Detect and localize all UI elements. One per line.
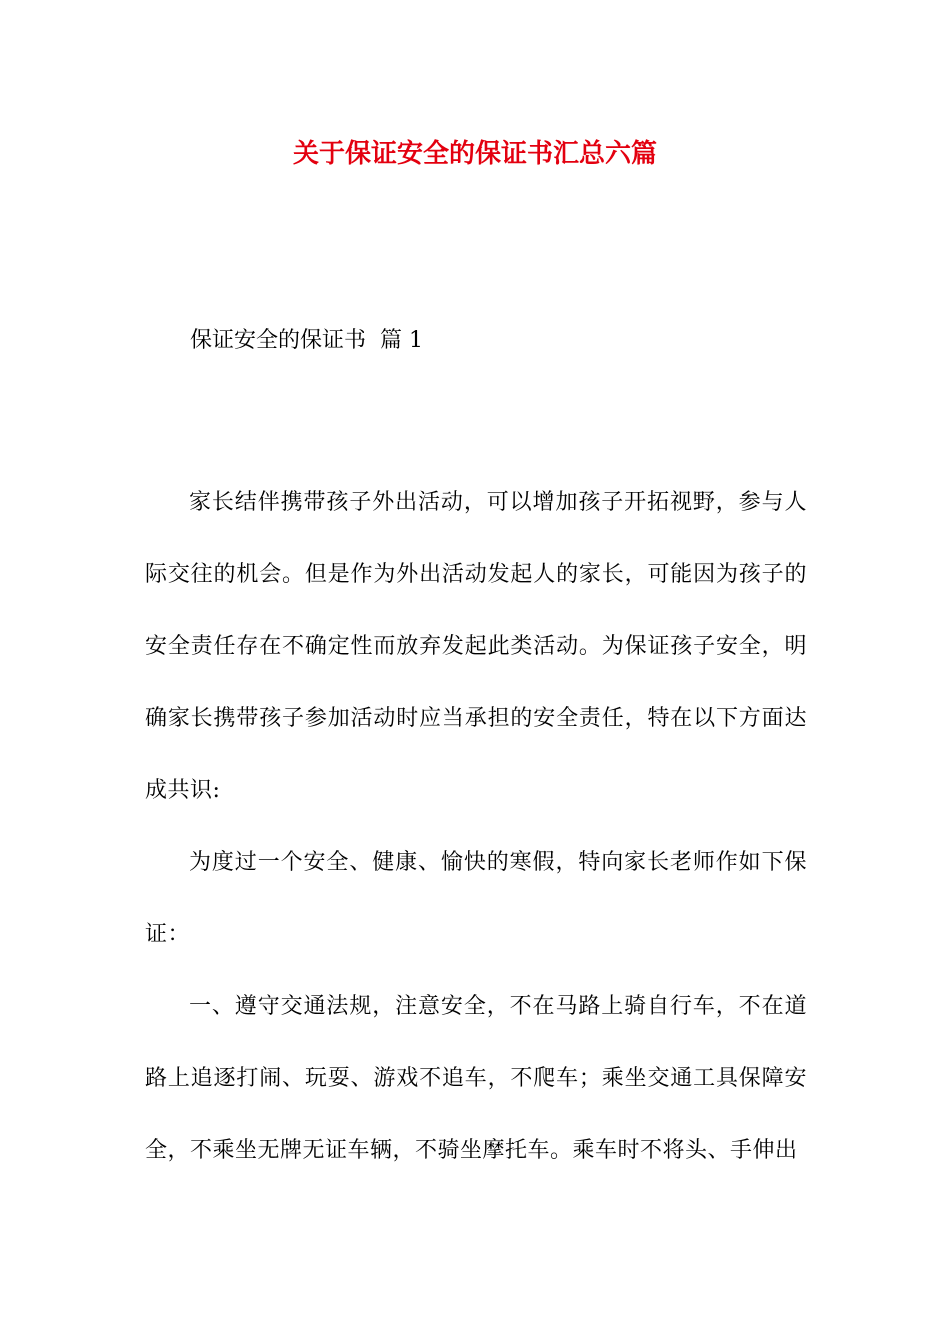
document-body: [145, 467, 807, 1187]
paragraph-1: 家长结伴携带孩子外出活动，可以增加孩子开拓视野，参与人际交往的机会。但是作为外出活动发起人的家长，可能因为孩子的安全责任存在不确定性而放弃发起此类活动。为保证孩子安全，明确家长携带孩子参加活动时应当承担的安全责任，特在以下方面达成共识:: [145, 490, 807, 803]
section-heading: 保证安全的保证书 篇 1: [190, 328, 423, 353]
document-title: 关于保证安全的保证书汇总六篇: [292, 139, 657, 169]
paragraph-3: 一、遵守交通法规，注意安全，不在马路上骑自行车，不在道路上追逐打闹、玩耍、游戏不追车，不爬车；乘坐交通工具保障安全，不乘坐无牌无证车辆，不骑坐摩托车。乘车时不将头、手伸出: [145, 994, 807, 1163]
paragraph-2: 为度过一个安全、健康、愉快的寒假，特向家长老师作如下保证：: [145, 850, 807, 947]
